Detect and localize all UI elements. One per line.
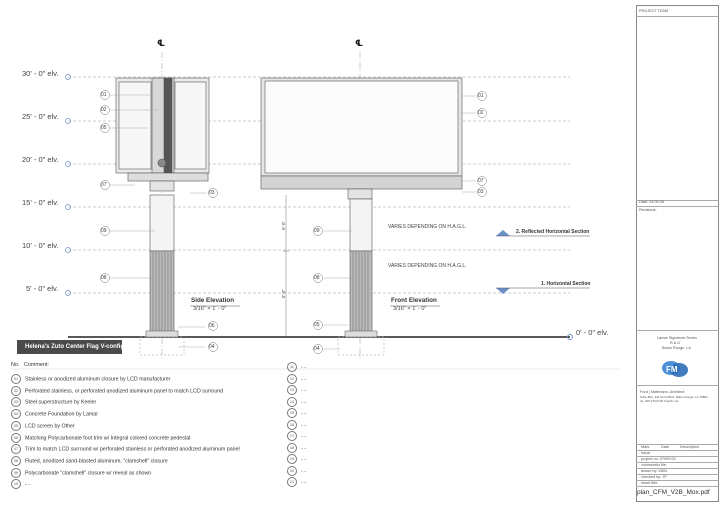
firm-name: Ford | Mattmann, Architect — [640, 390, 685, 394]
legend-item-number: 08 — [11, 456, 21, 466]
legend-item-text: - - — [25, 481, 30, 488]
svg-text:FM: FM — [666, 365, 678, 374]
legend-item-text: Trim to match LCD surround w/ perforated stainless or perforated anodized aluminum panel — [25, 446, 240, 453]
elevation-label-10: 10' - 0" elv. — [22, 241, 59, 250]
legend-item-text: - - — [301, 467, 306, 474]
note-hagl-lower: VARIES DEPENDING ON H.A.G.L. — [388, 263, 467, 269]
section-label-reflected: 2. Reflected Horizontal Section — [516, 229, 590, 235]
legend-item — [287, 408, 306, 418]
checked-by: checked by: JP — [641, 475, 667, 479]
legend-item-number: 05 — [11, 421, 21, 431]
legend-item-text: - - — [301, 479, 306, 486]
elevation-label-0: 0' - 0" elv. — [576, 328, 609, 337]
legend-item — [11, 479, 30, 489]
legend-item-text: - - — [301, 364, 306, 371]
sheet-title-label: sheet title: — [641, 481, 659, 485]
legend-item — [287, 362, 306, 372]
dimension-lower: 8'-0" — [281, 289, 286, 298]
sheet-banner: Helena's Zuto Center Flag V-config. — [17, 340, 122, 354]
callout-side-01: 01 — [101, 92, 107, 98]
elevation-label-15: 15' - 0" elv. — [22, 198, 59, 207]
callout-front-05: 05 — [314, 322, 320, 328]
callout-front-04: 04 — [314, 346, 320, 352]
legend-item — [287, 477, 306, 487]
legend-item-number: 20 — [287, 466, 297, 476]
side-elevation-scale: 3/16" = 1' - 0" — [193, 306, 227, 312]
legend-item-number: 17 — [287, 431, 297, 441]
legend-item-text: Concrete Foundation by Lamar — [25, 411, 99, 418]
legend-comment-header: Comment: — [24, 362, 49, 368]
client-line-1: Lamar Signature Series — [657, 336, 697, 340]
legend-item-number: 14 — [287, 397, 297, 407]
project-number: project no: 07009.00 — [641, 457, 676, 461]
title-block — [636, 5, 719, 502]
callout-front-08: 08 — [314, 275, 320, 281]
legend-item-number: 16 — [287, 420, 297, 430]
legend-item-text: - - — [301, 456, 306, 463]
callout-side-07: 07 — [101, 182, 107, 188]
elevation-label-5: 5' - 0" elv. — [26, 284, 59, 293]
legend-item-text: Stainless or anodized aluminum closure by LCD manufacturer — [25, 376, 171, 383]
firm-address: Suite 800, 445 North Blvd. Baton Rouge, LA 70802 — [640, 395, 708, 399]
drawn-by: drawn by: MDN — [641, 469, 668, 473]
legend-item — [287, 397, 306, 407]
date-header: Date — [661, 445, 670, 449]
callout-front-03: 03 — [478, 189, 484, 195]
victorworks-file: victorworks file: — [641, 463, 667, 467]
legend-item-text: LCD screen by Other — [25, 423, 75, 430]
front-elevation-scale: 3/16" = 1' - 0" — [393, 306, 427, 312]
file-name: plan_CFM_V2B_Mox.pdf — [637, 489, 710, 496]
legend-item-text: Matching Polycarbonate foot trim w/ Integral colored concrete pedestal — [25, 434, 191, 441]
legend-item — [11, 409, 98, 419]
legend-item-number: 04 — [11, 409, 21, 419]
legend-item-text: Steel superstructure by Keeler — [25, 399, 97, 406]
legend-item — [11, 456, 168, 466]
legend-item-text: - - — [301, 410, 306, 417]
mark-header: Mark — [641, 445, 650, 449]
legend-item — [287, 466, 306, 476]
section-label-horizontal: 1. Horizontal Section — [541, 281, 591, 287]
callout-side-06: 06 — [209, 323, 215, 329]
legend-item — [287, 420, 306, 430]
legend-item-number: 12 — [287, 374, 297, 384]
legend-item — [11, 468, 151, 478]
legend-item-number: 07 — [11, 444, 21, 454]
front-elevation-title: Front Elevation — [391, 297, 437, 304]
legend-item — [287, 454, 306, 464]
callout-front-02: 02 — [478, 110, 484, 116]
legend-item-number: 19 — [287, 454, 297, 464]
elevation-label-20: 20' - 0" elv. — [22, 155, 59, 164]
legend-item-number: 09 — [11, 468, 21, 478]
callout-side-05: 05 — [101, 125, 107, 131]
legend-item — [11, 374, 170, 384]
legend-item-number: 11 — [287, 362, 297, 372]
legend-item-text: Fluted, anodized sand-blasted aluminum, "clamshell" closure — [25, 458, 168, 465]
legend-item-number: 21 — [287, 477, 297, 487]
legend-item — [11, 386, 223, 396]
centerline-symbol-side: ℄ — [157, 38, 166, 48]
revisions-label: Revisions: — [639, 208, 657, 212]
legend-item-number: 13 — [287, 385, 297, 395]
issue-label: issue: — [641, 451, 651, 455]
callout-side-09: 09 — [101, 228, 107, 234]
dimension-upper: 6'-0" — [281, 221, 286, 230]
legend-item-text: - - — [301, 387, 306, 394]
legend-item — [11, 421, 75, 431]
legend-no-header: No. — [11, 362, 20, 368]
legend-item — [11, 444, 240, 454]
legend-item-number: 02 — [11, 386, 21, 396]
legend-item-number: 10 — [11, 479, 21, 489]
legend-item-text: - - — [301, 421, 306, 428]
legend-item-number: 06 — [11, 433, 21, 443]
legend-item-text: - - — [301, 433, 306, 440]
elevation-label-30: 30' - 0" elv. — [22, 69, 59, 78]
legend-item-text: - - — [301, 444, 306, 451]
legend-item — [287, 443, 306, 453]
client-line-3: Baton Rouge, LA — [662, 346, 691, 350]
callout-side-03: 03 — [209, 190, 215, 196]
callout-front-07: 07 — [478, 178, 484, 184]
legend-item — [11, 397, 96, 407]
legend-item-text: - - — [301, 398, 306, 405]
legend-item-number: 15 — [287, 408, 297, 418]
firm-phone: tel. 225.379.6720 fmarch.net — [640, 399, 679, 403]
note-hagl-upper: VARIES DEPENDING ON H.A.G.L. — [388, 224, 467, 230]
legend-item-text: Perforated stainless, or perforated anodized aluminum panel to match LCD surround — [25, 388, 224, 395]
callout-front-01: 01 — [478, 93, 484, 99]
callout-side-02: 02 — [101, 107, 107, 113]
legend-item-number: 01 — [11, 374, 21, 384]
legend-item-number: 18 — [287, 443, 297, 453]
legend-item-number: 03 — [11, 397, 21, 407]
elevation-label-25: 25' - 0" elv. — [22, 112, 59, 121]
side-elevation-title: Side Elevation — [191, 297, 235, 304]
legend-item — [287, 431, 306, 441]
client-line-2: R & D — [670, 341, 681, 345]
date-label: Date: 03.05.08 — [639, 200, 664, 204]
callout-front-09: 09 — [314, 228, 320, 234]
legend-item-text: Polycarbonate "clamshell" closure w/ reveal as shown — [25, 470, 152, 476]
centerline-symbol-front: ℄ — [355, 38, 364, 48]
project-team-label: PROJECT TEAM — [639, 9, 669, 13]
legend-item — [287, 385, 306, 395]
callout-side-04: 04 — [209, 344, 215, 350]
callout-side-08: 08 — [101, 275, 107, 281]
legend-item — [11, 433, 190, 443]
description-header: Description — [680, 445, 699, 449]
legend-item-text: - - — [301, 375, 306, 382]
legend-item — [287, 374, 306, 384]
